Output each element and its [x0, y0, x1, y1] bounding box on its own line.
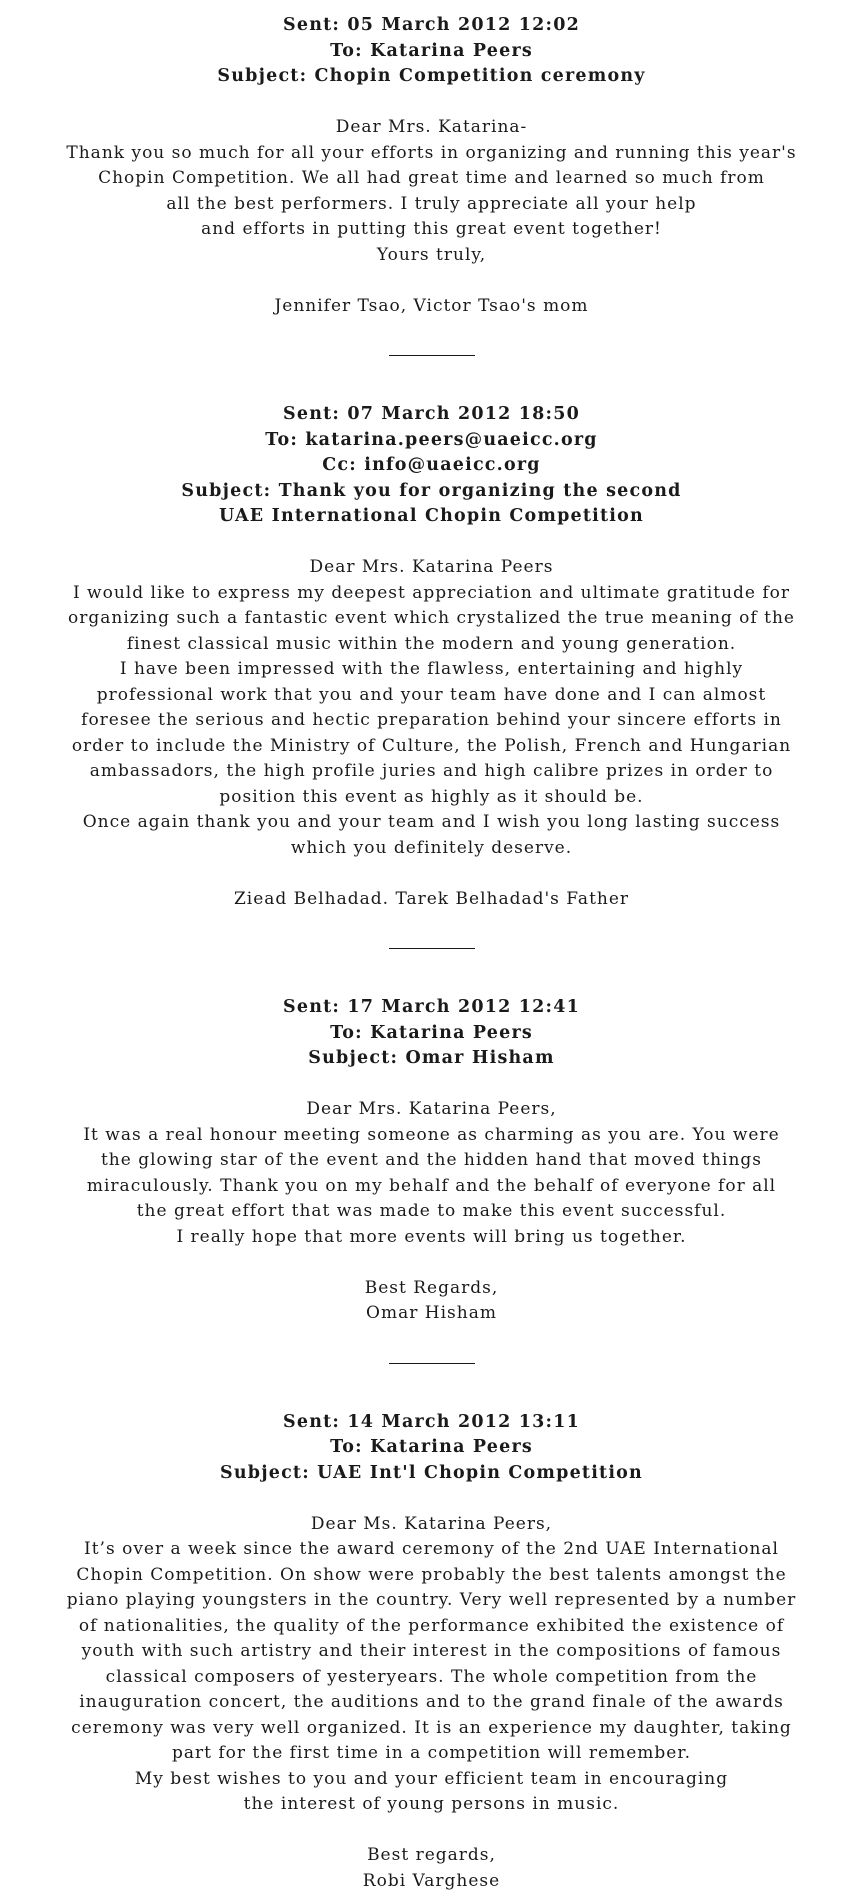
- email-4: [32, 1410, 832, 1895]
- signature: Robi Varghese: [362, 1870, 501, 1891]
- email-2: [32, 402, 832, 912]
- sent-line: Sent: 17 March 2012 12:41: [283, 997, 580, 1017]
- body-line: ambassadors, the high profile juries and high calibre prizes in order to: [89, 761, 774, 781]
- cc-line: Cc: info@uaeicc.org: [322, 455, 541, 475]
- email-1: [32, 13, 832, 319]
- sent-line: Sent: 14 March 2012 13:11: [283, 1411, 580, 1432]
- email-header: [32, 995, 832, 1072]
- subject-line: Subject: Chopin Competition ceremony: [217, 66, 646, 86]
- body-line: which you definitely deserve.: [290, 837, 573, 858]
- signature: Best Regards,: [364, 1277, 499, 1298]
- email-header: [32, 13, 832, 90]
- sent-line: Sent: 05 March 2012 12:02: [283, 15, 580, 35]
- sent-line: Sent: 07 March 2012 18:50: [283, 404, 580, 424]
- signature: Omar Hisham: [366, 1303, 497, 1323]
- body-line: My best wishes to you and your efficient team in encouraging: [134, 1768, 729, 1789]
- email-body: [32, 555, 832, 912]
- email-header: [32, 402, 832, 530]
- email-body: [32, 115, 832, 319]
- body-line: It was a real honour meeting someone as charming as you are. You were: [83, 1124, 780, 1145]
- body-line: professional work that you and your team have done and I can almost: [96, 684, 767, 705]
- body-line: Thank you so much for all your efforts in organizing and running this year's: [66, 142, 797, 163]
- body-line: Once again thank you and your team and I wish you long lasting success: [82, 812, 781, 832]
- to-line: To: Katarina Peers: [330, 1437, 533, 1457]
- to-line: To: Katarina Peers: [330, 40, 533, 61]
- subject-line: Subject: Thank you for organizing the second: [181, 480, 682, 501]
- body-line: I really hope that more events will bring us together.: [176, 1226, 687, 1247]
- email-header: [32, 1410, 832, 1487]
- body-line: I would like to express my deepest appreciation and ultimate gratitude for: [72, 582, 791, 603]
- to-line: To: katarina.peers@uaeicc.org: [265, 429, 598, 450]
- body-line: and efforts in putting this great event together!: [201, 219, 662, 239]
- divider: [389, 355, 475, 356]
- to-line: To: Katarina Peers: [330, 1022, 533, 1043]
- body-line: miraculously. Thank you on my behalf and the behalf of everyone for all: [86, 1175, 777, 1196]
- signature: Ziead Belhadad. Tarek Belhadad's Father: [233, 888, 630, 909]
- body-line: Chopin Competition. On show were probably the best talents amongst the: [76, 1564, 787, 1585]
- subject-line: UAE International Chopin Competition: [219, 506, 644, 526]
- body-line: inauguration concert, the auditions and to the grand finale of the awards: [79, 1692, 784, 1712]
- body-line: foresee the serious and hectic preparation behind your sincere efforts in: [81, 710, 782, 730]
- body-line: It’s over a week since the award ceremony of the 2nd UAE International: [84, 1539, 779, 1559]
- subject-line: Subject: UAE Int'l Chopin Competition: [220, 1462, 643, 1483]
- body-line: the glowing star of the event and the hidden hand that moved things: [100, 1150, 763, 1170]
- signature: Best regards,: [367, 1845, 496, 1865]
- signature: Jennifer Tsao, Victor Tsao's mom: [274, 295, 589, 316]
- body-line: order to include the Ministry of Culture, the Polish, French and Hungarian: [71, 735, 792, 756]
- body-line: piano playing youngsters in the country. Very well represented by a number: [66, 1590, 797, 1610]
- email-body: [32, 1097, 832, 1327]
- email-3: [32, 995, 832, 1327]
- divider: [389, 1363, 475, 1364]
- body-line: all the best performers. I truly appreciate all your help: [166, 193, 697, 214]
- body-line: Yours truly,: [376, 244, 487, 265]
- body-line: finest classical music within the modern and young generation.: [126, 633, 737, 654]
- body-line: of nationalities, the quality of the performance exhibited the existence of: [78, 1615, 785, 1636]
- body-line: position this event as highly as it should be.: [219, 786, 644, 807]
- greeting: Dear Mrs. Katarina Peers,: [306, 1099, 557, 1119]
- body-line: ceremony was very well organized. It is an experience my daughter, taking: [71, 1717, 792, 1738]
- body-line: I have been impressed with the flawless, entertaining and highly: [119, 659, 744, 679]
- body-line: the interest of young persons in music.: [243, 1794, 620, 1814]
- body-line: youth with such artistry and their interest in the compositions of famous: [81, 1641, 782, 1661]
- subject-line: Subject: Omar Hisham: [308, 1048, 555, 1068]
- divider: [389, 948, 475, 949]
- greeting: Dear Ms. Katarina Peers,: [310, 1513, 553, 1534]
- email-body: [32, 1512, 832, 1895]
- body-line: the great effort that was made to make this event successful.: [136, 1201, 727, 1221]
- body-line: part for the first time in a competition will remember.: [172, 1743, 691, 1763]
- body-line: classical composers of yesteryears. The whole competition from the: [105, 1666, 758, 1687]
- body-line: organizing such a fantastic event which crystalized the true meaning of the: [68, 608, 795, 628]
- body-line: Chopin Competition. We all had great time and learned so much from: [98, 168, 765, 188]
- greeting: Dear Mrs. Katarina Peers: [309, 557, 554, 577]
- greeting: Dear Mrs. Katarina-: [335, 117, 528, 137]
